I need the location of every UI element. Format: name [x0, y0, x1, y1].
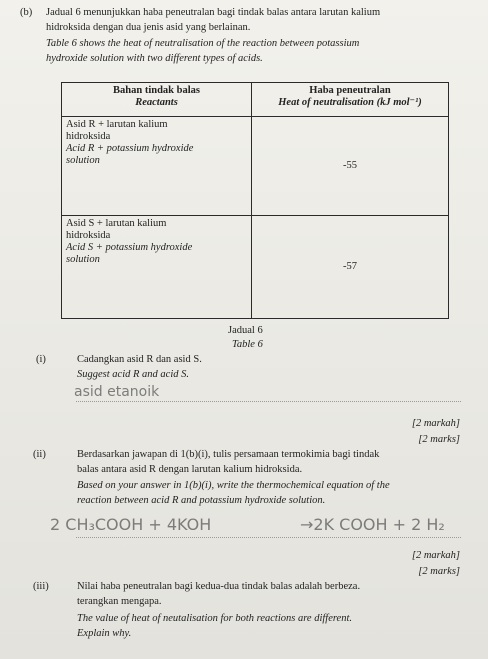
row-s-ms-1: Asid S + larutan kalium — [66, 218, 167, 229]
row-r-ms-1: Asid R + larutan kalium — [66, 119, 168, 130]
row-s-en-2: solution — [66, 254, 100, 265]
heat-value-r: -55 — [343, 160, 357, 171]
part-iii-label: (iii) — [33, 581, 49, 592]
table-header-heat — [252, 83, 449, 117]
table-header-reactants — [62, 83, 252, 117]
intro-en-line-1: Table 6 shows the heat of neutralisation of the reaction between potassium — [46, 38, 360, 49]
heat-cell-s — [252, 216, 449, 319]
intro-ms-line-2: hidroksida dengan dua jenis asid yang berlainan. — [46, 22, 251, 33]
reactant-cell-s — [62, 216, 252, 319]
part-ii-ms-2: balas antara asid R dengan larutan kalium hidroksida. — [77, 464, 303, 475]
col2-header-en: Heat of neutralisation (kJ mol⁻¹) — [278, 97, 422, 108]
row-r-en-2: solution — [66, 155, 100, 166]
part-i-ms: Cadangkan asid R dan asid S. — [77, 354, 202, 365]
part-i-marks-ms: [2 markah] — [411, 418, 460, 429]
part-iii-en-2: Explain why. — [77, 628, 132, 639]
table-caption-en: Table 6 — [232, 339, 263, 350]
part-ii-ms-1: Berdasarkan jawapan di 1(b)(i), tulis persamaan termokimia bagi tindak — [77, 449, 380, 460]
col1-header-ms: Bahan tindak balas — [113, 85, 200, 96]
part-ii-label: (ii) — [33, 449, 46, 460]
intro-en-line-2: hydroxide solution with two different types of acids. — [46, 53, 263, 64]
row-r-ms-2: hidroksida — [66, 131, 111, 142]
answer-ii-handwriting-right: →2K COOH + 2 H₂ — [300, 515, 445, 534]
part-iii-ms-1: Nilai haba peneutralan bagi kedua-dua tindak balas adalah berbeza. — [77, 581, 361, 592]
row-s-en-1: Acid S + potassium hydroxide — [66, 242, 193, 253]
part-i-en: Suggest acid R and acid S. — [77, 369, 189, 380]
answer-line-i[interactable] — [76, 401, 461, 402]
col1-header-en: Reactants — [135, 97, 178, 108]
heat-of-neutralisation-table — [61, 82, 449, 319]
table-caption-ms: Jadual 6 — [228, 325, 263, 336]
part-ii-en-1: Based on your answer in 1(b)(i), write the thermochemical equation of the — [77, 480, 390, 491]
table-row — [62, 216, 449, 319]
part-iii-en-1: The value of heat of neutalisation for both reactions are different. — [77, 613, 353, 624]
answer-line-ii[interactable] — [76, 537, 461, 538]
col2-header-ms: Haba peneutralan — [309, 85, 391, 96]
heat-value-s: -57 — [343, 261, 357, 272]
part-ii-en-2: reaction between acid R and potassium hydroxide solution. — [77, 495, 326, 506]
row-s-ms-2: hidroksida — [66, 230, 111, 241]
part-i-label: (i) — [36, 354, 46, 365]
answer-ii-handwriting-left: 2 CH₃COOH + 4KOH — [50, 515, 212, 534]
intro-ms-line-1: Jadual 6 menunjukkan haba peneutralan bagi tindak balas antara larutan kalium — [46, 7, 381, 18]
answer-i-handwriting: asid etanoik — [74, 384, 160, 400]
part-iii-ms-2: terangkan mengapa. — [77, 596, 162, 607]
row-r-en-1: Acid R + potassium hydroxide — [66, 143, 194, 154]
part-ii-marks-ms: [2 markah] — [411, 550, 460, 561]
part-ii-marks-en: [2 marks] — [418, 566, 460, 577]
heat-cell-r — [252, 117, 449, 216]
reactant-cell-r — [62, 117, 252, 216]
table-row — [62, 117, 449, 216]
part-i-marks-en: [2 marks] — [418, 434, 460, 445]
question-label: (b) — [20, 7, 33, 18]
